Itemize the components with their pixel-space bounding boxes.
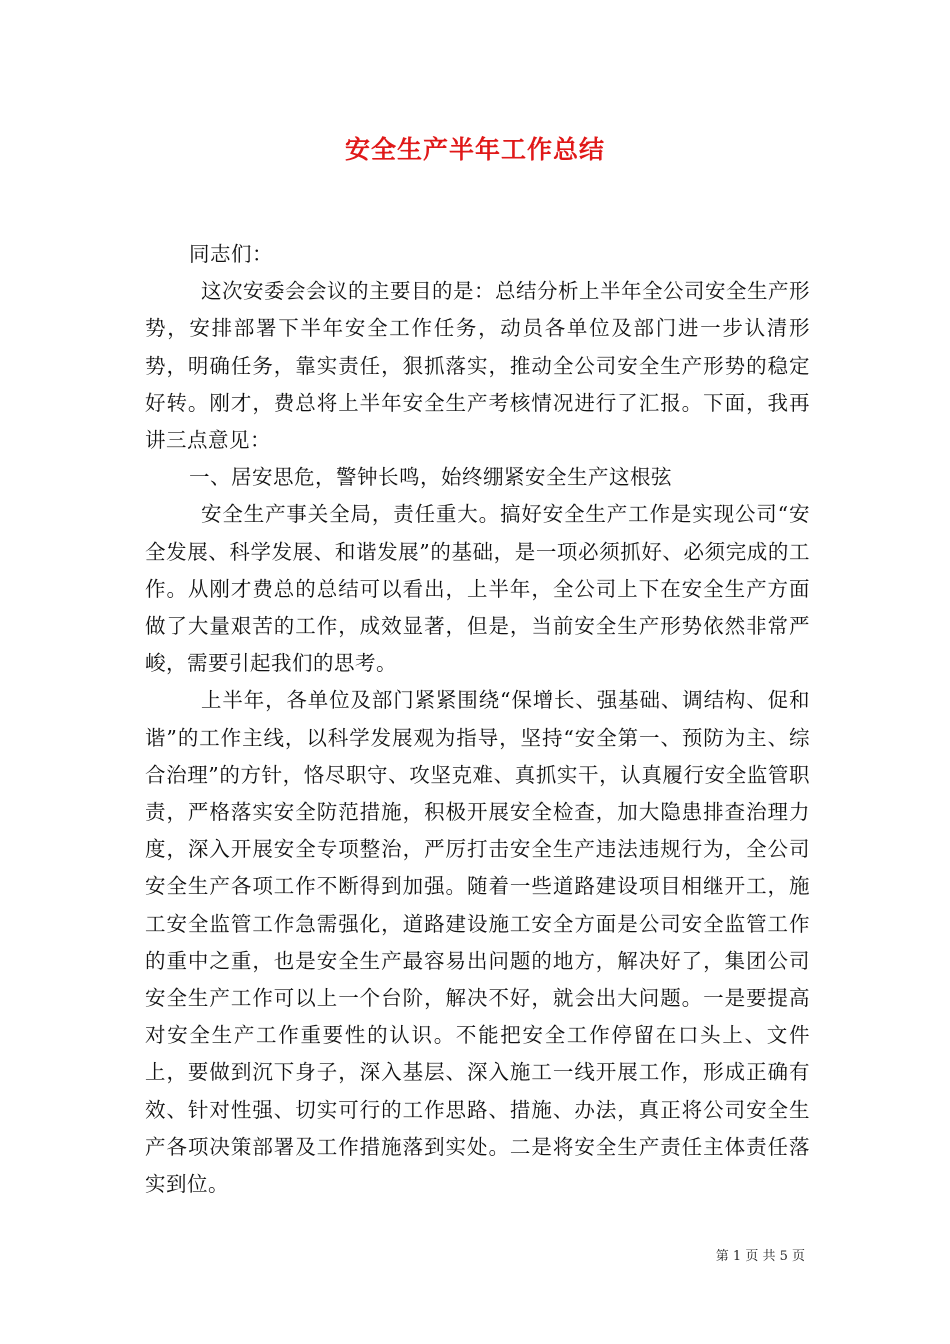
paragraph-intro: 这次安委会会议的主要目的是：总结分析上半年全公司安全生产形势，安排部署下半年安全工作任务，动员各单位及部门进一步认清形势，明确任务，靠实责任，狠抓落实，推动全公司安全生产形势的稳定好转。刚才，费总将上半年安全生产考核情况进行了汇报。下面，我再讲三点意见： <box>145 279 810 453</box>
section-heading-1: 一、居安思危，警钟长鸣，始终绷紧安全生产这根弦 <box>189 465 672 490</box>
paragraph-first-half-review: 上半年，各单位及部门紧紧围绕“保增长、强基础、调结构、促和谐”的工作主线，以科学发展观为指导，坚持“安全第一、预防为主、综合治理”的方针，恪尽职守、攻坚克难、真抓实干，认真履行安全监管职责，严格落实安全防范措施，积极开展安全检查，加大隐患排查治理力度，深入开展安全专项整治，严厉打击安全生产违法违规行为，全公司安全生产各项工作不断得到加强。随着一些道路建设项目相继开工，施工安全监管工作急需强化，道路建设施工安全方面是公司安全监管工作的重中之重，也是安全生产最容易出问题的地方，解决好了，集团公司安全生产工作可以上一个台阶，解决不好，就会出大问题。一是要提高对安全生产工作重要性的认识。不能把安全工作停留在口头上、文件上，要做到沉下身子，深入基层、深入施工一线开展工作，形成正确有效、针对性强、切实可行的工作思路、措施、办法，真正将公司安全生产各项决策部署及工作措施落到实处。二是将安全生产责任主体责任落实到位。 <box>145 688 810 1197</box>
page-number-footer: 第 1 页 共 5 页 <box>715 1249 805 1264</box>
paragraph-safety-importance: 安全生产事关全局，责任重大。搞好安全生产工作是实现公司“安全发展、科学发展、和谐发展”的基础，是一项必须抓好、必须完成的工作。从刚才费总的总结可以看出，上半年，全公司上下在安全生产方面做了大量艰苦的工作，成效显著，但是，当前安全生产形势依然非常严峻，需要引起我们的思考。 <box>145 502 810 676</box>
greeting: 同志们： <box>189 242 273 266</box>
document-body <box>145 236 810 1203</box>
document-title: 安全生产半年工作总结 <box>344 135 605 164</box>
